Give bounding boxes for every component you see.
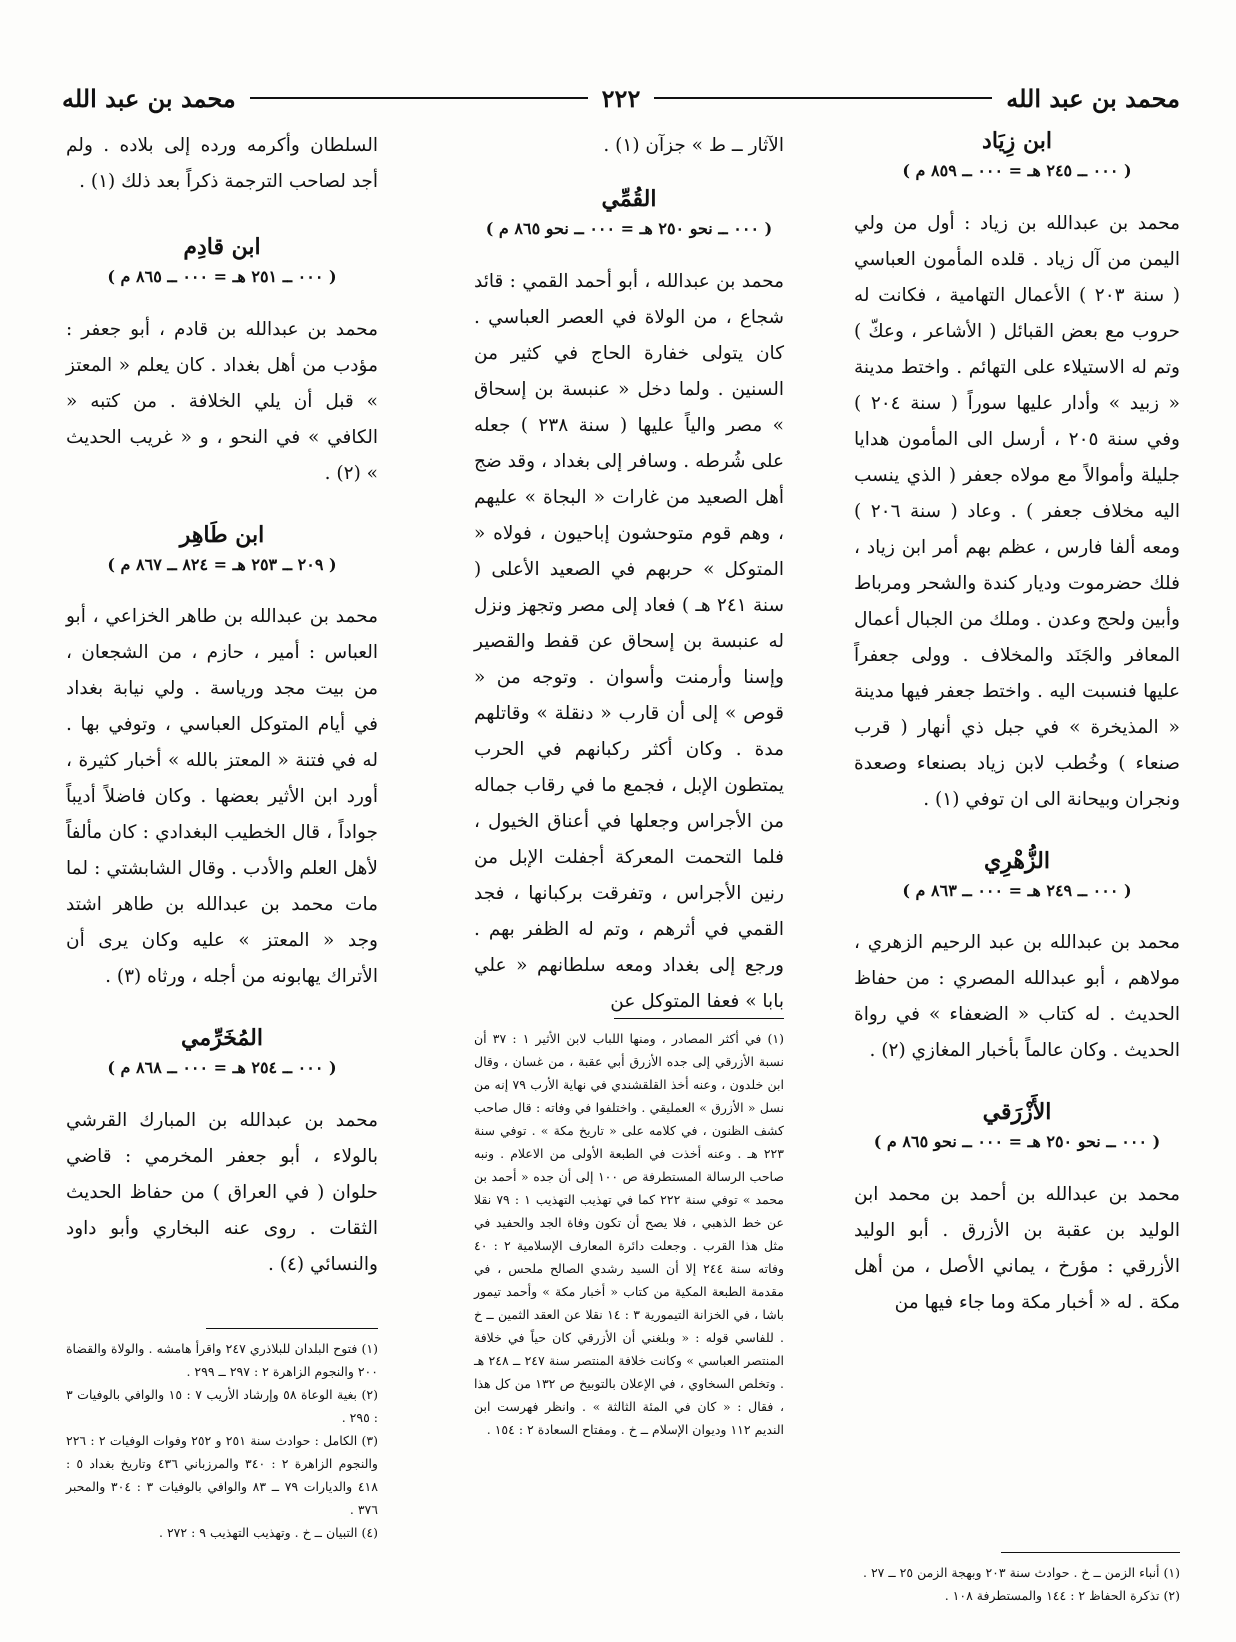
footnote-rule	[206, 1328, 378, 1329]
footnotes-left	[66, 1316, 378, 1544]
footnotes-right	[854, 1540, 1180, 1607]
footnote: (٢) تذكرة الحفاظ ٢ : ١٤٤ والمستطرفة ١٠٨ .	[944, 1588, 1180, 1603]
entry-date: ( ٠٠٠ ــ ٢٥١ هـ = ٠٠٠ ــ ٨٦٥ م )	[107, 267, 337, 286]
header-title-left: محمد بن عبد الله	[61, 83, 236, 113]
entry-ibn-tahir	[66, 522, 378, 996]
page-number: ٢٢٢	[601, 83, 641, 113]
entry-azraqi	[854, 1099, 1180, 1321]
entry-name: المُخَرِّمي	[181, 1025, 263, 1052]
column-left	[66, 128, 378, 1313]
footnote-rule	[614, 1018, 785, 1019]
entry-body: محمد بن عبدالله بن قادم ، أبو جعفر : مؤدب من أهل بغداد . كان يعلم « المعتز » قبل أن يلي الخلافة . من كتبه « الكافي » في النحو ، و « غريب الحديث » (٢) .	[66, 318, 378, 484]
column-right	[854, 128, 1180, 1351]
entry-body: محمد بن عبدالله بن المبارك القرشي بالولاء ، أبو جعفر المخرمي : قاضي حلوان ( في العراق ) من حفاظ الحديث الثقات . روى عنه البخاري وأبو داود والنسائي (٤) .	[66, 1109, 378, 1275]
continuation-text: الآثار ــ ط » جزآن (١) .	[603, 135, 784, 156]
entry-date: ( ٠٠٠ ــ نحو ٢٥٠ هـ = ٠٠٠ ــ نحو ٨٦٥ م )	[873, 1132, 1161, 1152]
entry-zuhri	[854, 848, 1180, 1070]
entry-date: ( ٠٠٠ ــ ٢٤٥ هـ = ٠٠٠ ــ ٨٥٩ م )	[902, 161, 1132, 180]
entry-ibn-qadim	[66, 234, 378, 492]
entry-date: ( ٠٠٠ ــ ٢٤٩ هـ = ٠٠٠ ــ ٨٦٣ م )	[902, 880, 1132, 900]
column-middle	[474, 128, 784, 1050]
running-header	[62, 78, 1180, 118]
entry-body: محمد بن عبدالله بن أحمد بن محمد ابن الوليد بن عقبة بن الأزرق . أبو الوليد الأزرقي : مؤرخ ، يماني الأصل ، من أهل مكة . له « أخبار مكة وما جاء فيها من	[854, 1183, 1180, 1313]
footnote-rule	[1001, 1552, 1180, 1553]
entry-name: الزُّهْرِي	[984, 847, 1050, 874]
entry-date: ( ٠٠٠ ــ ٢٥٤ هـ = ٠٠٠ ــ ٨٦٨ م )	[107, 1058, 337, 1078]
entry-qummi	[474, 186, 784, 1020]
footnote: (٣) الكامل : حوادث سنة ٢٥١ و ٢٥٢ وفوات الوفيات ٢ : ٢٢٦ والنجوم الزاهرة ٢ : ٣٤٠ والمرزباني ٤٣٦ وتاريخ بغداد ٥ : ٤١٨ والديارات ٧٩ ــ ٨٣ والوافي بالوفيات ٣ : ٣٠٤ والمحبر ٣٧٦ .	[66, 1433, 378, 1517]
entry-body: محمد بن عبدالله بن طاهر الخزاعي ، أبو العباس : أمير ، حازم ، من الشجعان ، من بيت مجد ورياسة . ولي نيابة بغداد في أيام المتوكل العباسي ، وتوفي بها . له في فتنة « المعتز بالله » أخبار كثيرة ، أورد ابن الأثير بعضها . وكان فاضلاً أديباً جواداً ، قال الخطيب البغدادي : كان مألفاً لأهل العلم والأدب . وقال الشابشتي : لما مات محمد بن عبدالله بن طاهر اشتد وجد « المعتز » عليه وكان يرى أن الأتراك يهابونه من أجله ، ورثاه (٣) .	[66, 606, 378, 988]
entry-body: محمد بن عبدالله بن عبد الرحيم الزهري ، مولاهم ، أبو عبدالله المصري : من حفاظ الحديث . له كتاب « الضعفاء » في رواة الحديث . وكان عالماً بأخبار المغازي (٢) .	[854, 932, 1180, 1062]
entry-name: ابن زِيَاد	[982, 128, 1052, 154]
entry-body: محمد بن عبدالله ، أبو أحمد القمي : قائد شجاع ، من الولاة في العصر العباسي . كان يتولى خفارة الحاج في كثير من السنين . ولما دخل « عنبسة بن إسحاق » مصر والياً عليها ( سنة ٢٣٨ ) جعله على شُرطه . وسافر إلى بغداد ، وقد ضج أهل الصعيد من غارات « البجاة » عليهم ، وهم قوم متوحشون إباحيون ، فولاه « المتوكل » حربهم في الصعيد الأعلى ( سنة ٢٤١ هـ ) فعاد إلى مصر وتجهز ونزل له عنبسة بن إسحاق عن قفط والقصير وإسنا وأرمنت وأسوان . وتوجه من « قوص » إلى أن قارب « دنقلة » وقاتلهم مدة . وكان أكثر ركبانهم في الحرب يمتطون الإبل ، فجمع ما في رقاب جماله من الأجراس وجعلها في أعناق الخيول ، فلما التحمت المعركة أجفلت الإبل من رنين الأجراس ، وتفرقت بركبانها ، فجد القمي في أثرهم ، وتم له الظفر بهم . ورجع إلى بغداد ومعه سلطانهم « علي بابا » فعفا المتوكل عن	[474, 270, 784, 1012]
entry-name: الأَزْرَقي	[982, 1099, 1052, 1126]
entry-date: ( ٠٠٠ ــ نحو ٢٥٠ هـ = ٠٠٠ ــ نحو ٨٦٥ م )	[485, 219, 773, 238]
entry-name: ابن طَاهِر	[179, 521, 265, 548]
entry-name: القُمِّي	[601, 186, 657, 212]
header-title-right: محمد بن عبد الله	[1006, 83, 1180, 113]
footnotes-middle	[474, 1006, 784, 1441]
footnote: (١) في أكثر المصادر ، ومنها اللباب لابن الأثير ١ : ٣٧ أن نسبة الأزرقي إلى جده الأزرق أبي عقبة ، من غسان ، وقال ابن خلدون ، وعنه أخذ القلقشندي في نهاية الأرب ٧٩ إنه من نسل « الأزرق » العمليقي . واختلفوا في وفاته : قال صاحب كشف الظنون ، في كلامه على « تاريخ مكة » . توفي سنة ٢٢٣ هـ . وعنه أخذت في الطبعة الأولى من الاعلام . ونبه صاحب الرسالة المستطرفة ص ١٠٠ إلى أن جده « أحمد بن محمد » توفي سنة ٢٢٢ كما في تهذيب التهذيب ١ : ٧٩ نقلا عن خط الذهبي ، فلا يصح أن تكون وفاة الجد والحفيد في مثل هذا القرب . وجعلت دائرة المعارف الإسلامية ٢ : ٤٠ وفاته سنة ٢٤٤ إلا أن السيد رشدي الصالح ملحس ، في مقدمة الطبعة المكية من كتاب « أخبار مكة » وأحمد تيمور باشا ، في الخزانة التيمورية ٣ : ١٤ نقلا عن العقد الثمين ــ خ . للفاسي قوله : « وبلغني أن الأزرقي كان حياً في خلافة المنتصر العباسي » وكانت خلافة المنتصر سنة ٢٤٧ ــ ٢٤٨ هـ . وتخلص السخاوي ، في الإعلان بالتوبيخ ص ١٣٢ من كل هذا ، فقال : « كان في المئة الثالثة » . وانظر فهرست ابن النديم ١١٢ وديوان الإسلام ــ خ . ومفتاح السعادة ٢ : ١٥٤ .	[474, 1031, 785, 1437]
entry-name: ابن قادِم	[183, 234, 261, 260]
entry-body: محمد بن عبدالله بن زياد : أول من ولي اليمن من آل زياد . قلده المأمون العباسي ( سنة ٢٠٣ ) الأعمال التهامية ، فكانت له حروب مع بعض القبائل ( الأشاعر ، وعكّ ) وتم له الاستيلاء على التهائم . واختط مدينة « زبيد » وأدار عليها سوراً ( سنة ٢٠٤ ) وفي سنة ٢٠٥ ، أرسل الى المأمون هدايا جليلة وأموالاً مع مولاه جعفر ( الذي ينسب اليه مخلاف جعفر ) . وعاد ( سنة ٢٠٦ ) ومعه ألفا فارس ، عظم بهم أمر ابن زياد ، فلك حضرموت وديار كندة والشحر ومرباط وأبين ولحج وعدن . وملك من الجبال أعمال المعافر والجَنَد والمخلاف . وولى جعفراً عليها فنسبت اليه . واختط جعفر فيها مدينة « المذيخرة » في جبل ذي أنهار ( قرب صنعاء ) وخُطب لابن زياد بصنعاء وصعدة ونجران وبيحانة الى ان توفي (١) .	[854, 212, 1181, 810]
footnote: (٤) التبيان ــ خ . وتهذيب التهذيب ٩ : ٢٧٢ .	[159, 1525, 378, 1540]
footnote: (١) أنباء الزمن ــ خ . حوادث سنة ٢٠٣ وبهجة الزمن ٢٥ ــ ٢٧ .	[862, 1565, 1180, 1580]
footnote: (٢) بغية الوعاة ٥٨ وإرشاد الأريب ٧ : ١٥ والوافي بالوفيات ٣ : ٢٩٥ .	[66, 1387, 378, 1425]
entry-date: ( ٢٠٩ ــ ٢٥٣ هـ = ٨٢٤ ــ ٨٦٧ م )	[107, 554, 337, 574]
header-rule-right	[654, 97, 992, 99]
entry-mukharrimi	[66, 1025, 378, 1283]
continuation-text: السلطان وأكرمه ورده إلى بلاده . ولم أجد لصاحب الترجمة ذكراً بعد ذلك (١) .	[66, 135, 378, 192]
header-rule-left	[250, 97, 588, 99]
footnote: (١) فتوح البلدان للبلاذري ٢٤٧ واقرأ هامشه . والولاة والقضاة ٢٠٠ والنجوم الزاهرة ٢ : ٢٩٧ ــ ٢٩٩ .	[66, 1341, 379, 1379]
entry-ibn-ziyad	[854, 128, 1180, 818]
